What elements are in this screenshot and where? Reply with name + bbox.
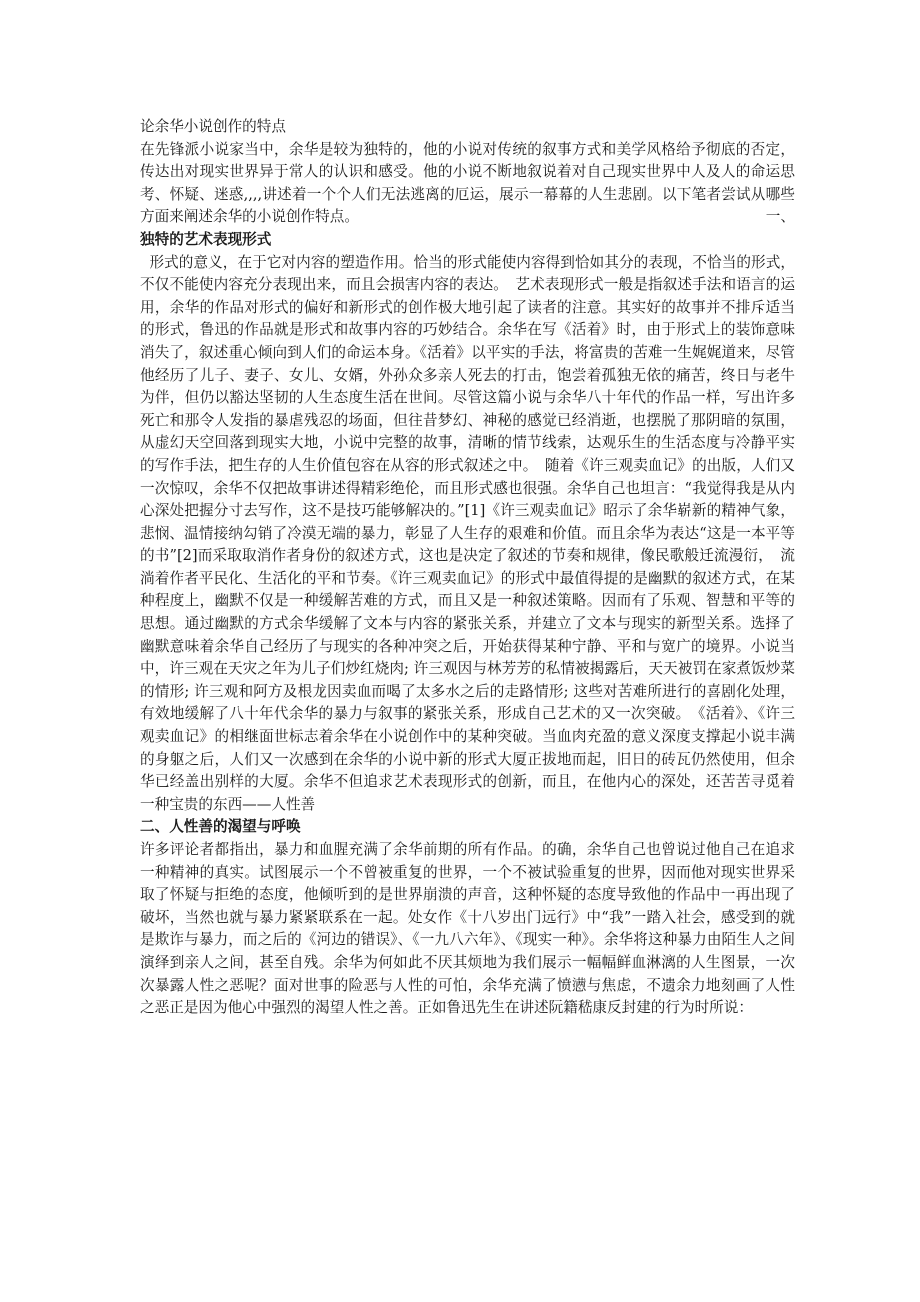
document-title: 论余华小说创作的特点 [140,118,286,135]
section1-body [140,252,795,817]
section1-body-text: 形式的意义，在于它对内容的塑造作用。恰当的形式能使内容得到恰如其分的表现，不恰当的形式，不仅不能使内容充分表现出来，而且会损害内容的表达。 艺术表现形式一般是指叙述手法和语言的运用，余华的作品对形式的偏好和新形式的创作极大地引起了读者的注意。其实好的故事并不排斥适当的形式，鲁迅的作品就是形式和故事内容的巧妙结合。余华在写《活着》时，由于形式上的装饰意味消失了，叙述重心倾向到人们的命运本身。《活着》以平实的手法，将富贵的苦难一生娓娓道来，尽管他经历了儿子、妻子、女儿、女婿，外孙众多亲人死去的打击，饱尝着孤独无依的痛苦，终日与老牛为伴，但仍以豁达坚韧的人生态度生活在世间。尽管这篇小说与余华八十年代的作品一样，写出许多死亡和那令人发指的暴虐残忍的场面，但往昔梦幻、神秘的感觉已经消逝，也摆脱了那阴暗的氛围，从虚幻天空回落到现实大地，小说中完整的故事，清晰的情节线索，达观乐生的生活态度与冷静平实的写作手法，把生存的人生价值包容在从容的形式叙述之中。 随着《许三观卖血记》的出版，人们又一次惊叹，余华不仅把故事讲述得精彩绝伦，而且形式感也很强。余华自己也坦言：“我觉得我是从内心深处把握分寸去写作，这不是技巧能够解决的。”[1]《许三观卖血记》昭示了余华崭新的精神气象，悲悯、温情接纳勾销了冷漠无端的暴力，彰显了人生存的艰难和价值。而且余华为表达“这是一本平等的书”[2]而采取取消作者身份的叙述方式，这也是决定了叙述的节奏和规律，像民歌般迁流漫衍， 流淌着作者平民化、生活化的平和节奏。《许三观卖血记》的形式中最值得提的是幽默的叙述方式，在某种程度上，幽默不仅是一种缓解苦难的方式，而且又是一种叙述策略。因而有了乐观、智慧和平等的思想。通过幽默的方式余华缓解了文本与内容的紧张关系，并建立了文本与现实的新型关系。选择了幽默意味着余华自己经历了与现实的各种冲突之后，开始获得某种宁静、平和与宽广的境界。小说当中，许三观在天灾之年为儿子们炒红烧肉; 许三观因与林芳芳的私情被揭露后，天天被罚在家煮饭炒菜的情形; 许三观和阿方及根龙因卖血而喝了太多水之后的走路情形; 这些对苦难所进行的喜剧化处理，有效地缓解了八十年代余华的暴力与叙事的紧张关系，形成自己艺术的又一次突破。 《活着》、《许三观卖血记》的相继面世标志着余华在小说创作中的某种突破。当血肉充盈的意义深度支撑起小说丰满的身躯之后，人们又一次感到在余华的小说中新的形式大厦正拔地而起，旧日的砖瓦仍然使用，但余华已经盖出别样的大厦。余华不但追求艺术表现形式的创新，而且，在他内心的深处，还苦苦寻觅着一种宝贵的东西——人性善 [140,253,795,813]
section1-number: 一、 [765,208,795,226]
intro-paragraph [140,139,795,229]
section2-heading: 二、人性善的渴望与呼唤 [140,818,301,836]
document-page [140,116,795,1020]
section1-heading: 独特的艺术表现形式 [140,230,272,248]
intro-text: 在先锋派小说家当中，余华是较为独特的，他的小说对传统的叙事方式和美学风格给予彻底的否定，传达出对现实世界异于常人的认识和感受。他的小说不断地叙说着对自己现实世界中人及人的命运思考、怀疑、迷惑,,,,讲述着一个个人们无法逃离的厄运，展示一幕幕的人生悲剧。以下笔者尝试从哪些方面来阐述余华的小说创作特点。 [140,140,795,226]
section2-body: 许多评论者都指出，暴力和血腥充满了余华前期的所有作品。的确，余华自己也曾说过他自己在追求一种精神的真实。试图展示一个不曾被重复的世界，一个不被试验重复的世界，因而他对现实世界采取了怀疑与拒绝的态度，他倾听到的是世界崩溃的声音，这种怀疑的态度导致他的作品中一再出现了破坏，当然也就与暴力紧紧联系在一起。处女作《十八岁出门远行》中“我”一踏入社会，感受到的就是欺诈与暴力，而之后的《河边的错误》、《一九八六年》、《现实一种》。余华将这种暴力由陌生人之间演绎到亲人之间，甚至自残。余华为何如此不厌其烦地为我们展示一幅幅鲜血淋漓的人生图景，一次次暴露人性之恶呢？面对世事的险恶与人性的可怕，余华充满了愤懑与焦虑，不遗余力地刻画了人性之恶正是因为他心中强烈的渴望人性之善。正如鲁迅先生在讲述阮籍嵇康反封建的行为时所说： [140,841,795,1017]
